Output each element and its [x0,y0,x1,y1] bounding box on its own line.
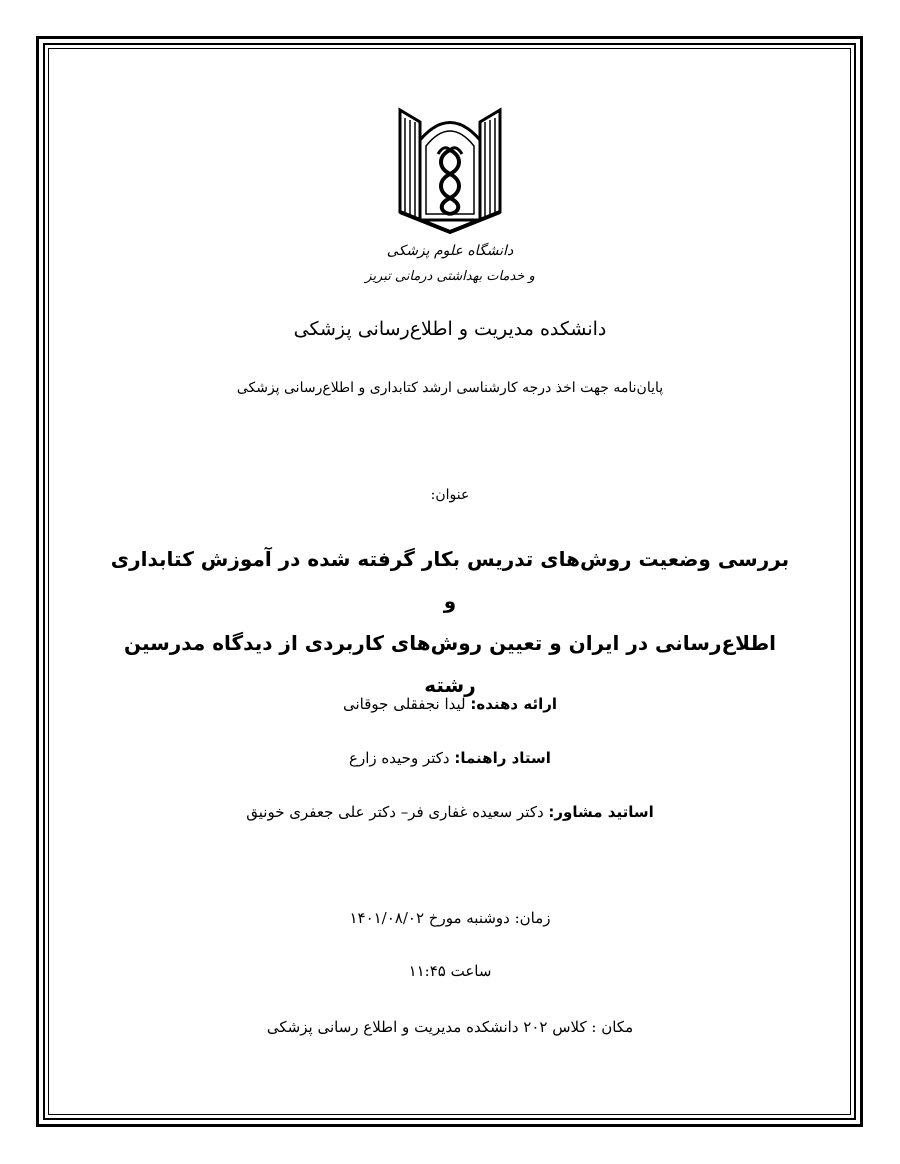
defense-date: زمان: دوشنبه مورخ ۱۴۰۱/۰۸/۰۲ [349,909,551,927]
logo-caption-1: دانشگاه علوم پزشکی [386,243,514,259]
advisors-label: اساتید مشاور: [548,803,654,821]
supervisor-label: استاد راهنما: [454,749,551,767]
presenter-label: ارائه دهنده: [470,695,557,713]
logo-caption-2: و خدمات بهداشتی درمانی تبریز [365,269,535,284]
advisors-names: دکتر سعیده غفاری فر– دکتر علی جعفری خونیق [246,803,544,821]
title-label: عنوان: [430,487,470,503]
presenter-line [60,695,840,713]
advisors-line [60,803,840,821]
supervisor-name: دکتر وحیده زارع [349,749,450,767]
supervisor-line [60,749,840,767]
defense-place: مکان : کلاس ۲۰۲ دانشکده مدیریت و اطلاع رسانی پزشکی [266,1018,634,1036]
thesis-title [110,538,790,706]
university-logo [365,100,535,295]
defense-hour: ساعت ۱۱:۴۵ [408,962,492,980]
faculty-name: دانشکده مدیریت و اطلاع‌رسانی پزشکی [293,318,607,340]
presenter-name: لیدا نجفقلی جوقانی [342,695,466,713]
thesis-title-line-1: بررسی وضعیت روش‌های تدریس بکار گرفته شده در آموزش کتابداری و [110,547,790,613]
degree-statement: پایان‌نامه جهت اخذ درجه کارشناسی ارشد کتابداری و اطلاع‌رسانی پزشکی [236,380,664,396]
thesis-title-line-2: اطلاع‌رسانی در ایران و تعیین روش‌های کاربردی از دیدگاه مدرسین رشته [123,631,777,697]
